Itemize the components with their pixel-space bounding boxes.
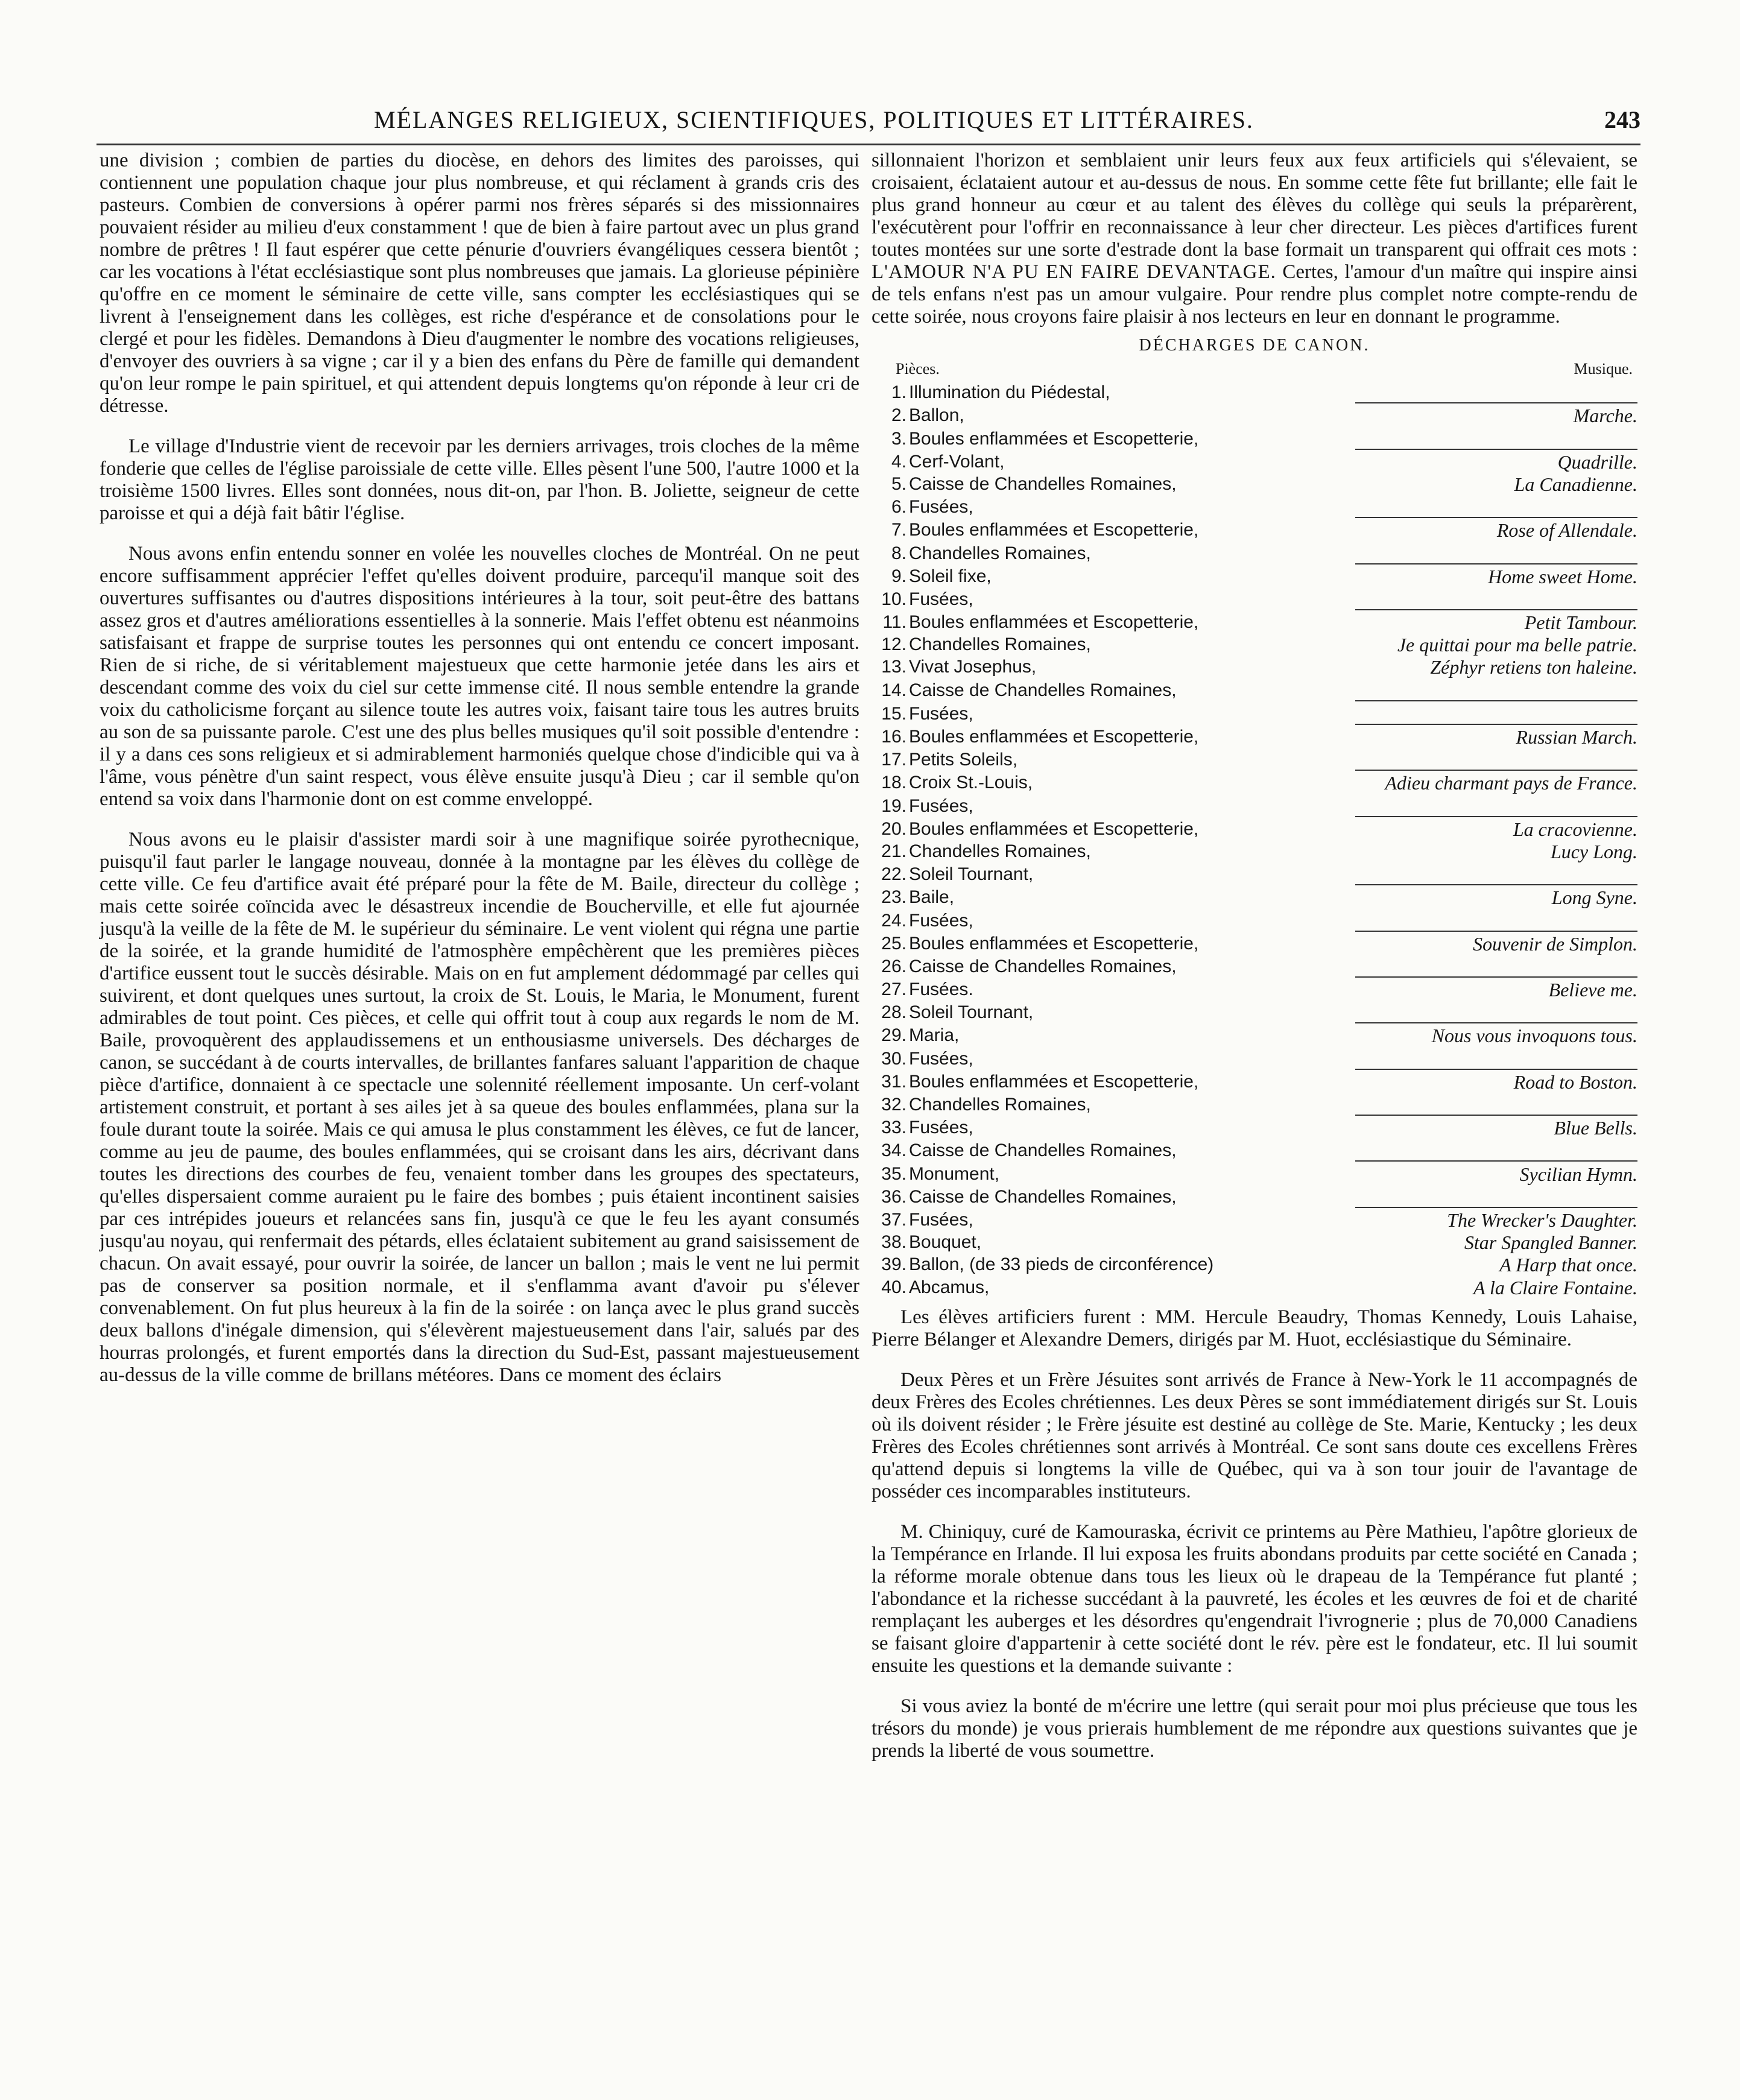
program-row xyxy=(872,954,1637,977)
program-row xyxy=(872,1023,1637,1046)
program-row xyxy=(872,610,1637,633)
program-music: Believe me. xyxy=(1548,979,1637,1001)
program-music xyxy=(1355,1000,1637,1023)
program-music: Star Spangled Banner. xyxy=(1464,1232,1637,1254)
program-music xyxy=(1355,587,1637,610)
program-piece: Boules enflammées et Escopetterie, xyxy=(909,428,1199,449)
program-music xyxy=(1355,1092,1637,1115)
program-row xyxy=(872,770,1637,793)
program-number: 38. xyxy=(881,1232,906,1253)
program-row xyxy=(872,908,1637,931)
program-row xyxy=(872,1184,1637,1207)
program-number: 13. xyxy=(881,657,906,677)
program-piece: Caisse de Chandelles Romaines, xyxy=(909,1186,1177,1207)
program-row xyxy=(872,564,1637,587)
article-paragraph: Deux Pères et un Frère Jésuites sont arrivés de France à New-York le 11 accompagnés de deux Frères des Ecoles chrétiennes. Les deux Pères se sont immédiatement dirigés sur St. Louis où ils doivent résider ; le Frère jésuite est destiné au collège de Ste. Marie, Kentucky ; les deux Frères des Ecoles chrétiennes sont arrivés à Montréal. Ce sont sans doute ces excellens Frères qu'attend depuis si longtems la ville de Québec, qui va à son tour jouir de l'avantage de posséder ces incomparables instituteurs. xyxy=(872,1368,1637,1502)
program-music xyxy=(1355,426,1637,449)
program-music: Souvenir de Simplon. xyxy=(1473,932,1637,955)
program-piece: Petits Soleils, xyxy=(909,750,1018,770)
program-piece: Fusées, xyxy=(909,589,973,609)
program-row xyxy=(872,426,1637,449)
program-music: Rose of Allendale. xyxy=(1496,519,1637,542)
program-row xyxy=(872,977,1637,1000)
program-row xyxy=(872,931,1637,954)
program-piece: Monument, xyxy=(909,1163,1000,1184)
program-row xyxy=(872,587,1637,610)
program-row xyxy=(872,817,1637,840)
program-piece: Croix St.-Louis, xyxy=(909,773,1033,793)
article-paragraph: une division ; combien de parties du diocèse, en dehors des limites des paroisses, qui contiennent une population chaque jour plus nombreuse, et qui réclament à grands cris des pasteurs. Combien de conversions à opérer parmi nos frères séparés si des missionnaires pouvaient résider au milieu d'eux constamment ! que de bien à faire partout avec un plus grand nombre de prêtres ! Il faut espérer que cette pénurie d'ouvriers évangéliques cessera bientôt ; car les vocations à l'état ecclésiastique sont plus nombreuses que jamais. La glorieuse pépinière qu'offre en ce moment le séminaire de cette ville, sans compter les ecclésiastiques qui se livrent à l'enseignement dans les collèges, est riche d'espérance et de consolations pour le clergé et pour les fidèles. Demandons à Dieu d'augmenter le nombre des vocations religieuses, d'envoyer des ouvriers à sa vigne ; car il y a bien des enfans du Père de famille qui demandent qu'on leur rompe le pain spirituel, et qui attendent depuis longtems qu'on réponde à leur cri de détresse. xyxy=(100,150,859,417)
program-number: 6. xyxy=(891,497,906,517)
program-table xyxy=(872,380,1637,1298)
program-piece: Boules enflammées et Escopetterie, xyxy=(909,727,1199,747)
program-row xyxy=(872,1069,1637,1092)
program-piece: Illumination du Piédestal, xyxy=(909,382,1110,403)
program-row xyxy=(872,655,1637,677)
program-number: 37. xyxy=(881,1209,906,1230)
program-number: 12. xyxy=(881,634,906,655)
program-music: Sycilian Hymn. xyxy=(1519,1163,1637,1185)
program-music xyxy=(1355,908,1637,931)
program-row xyxy=(872,1115,1637,1138)
article-paragraph: Le village d'Industrie vient de recevoir par les derniers arrivages, trois cloches de la même fonderie que celles de l'église paroissiale de cette ville. Elles pèsent l'une 500, l'autre 1000 et la troisième 1500 livres. Elles sont données, nous dit-on, par l'hon. B. Joliette, seigneur de cette paroisse et qui a déjà fait bâtir l'église. xyxy=(100,435,859,524)
music-column-label: Musique. xyxy=(1574,360,1633,378)
program-piece: Fusées, xyxy=(909,703,973,724)
program-number: 21. xyxy=(881,841,906,861)
program-number: 27. xyxy=(881,979,906,1000)
program-number: 18. xyxy=(881,773,906,793)
program-row xyxy=(872,862,1637,885)
program-piece: Fusées. xyxy=(909,979,973,1000)
program-music xyxy=(1355,380,1637,403)
program-piece: Chandelles Romaines, xyxy=(909,841,1091,861)
program-row xyxy=(872,1207,1637,1230)
program-title: DÉCHARGES DE CANON. xyxy=(1139,336,1370,355)
program-music: La cracovienne. xyxy=(1513,818,1637,840)
program-piece: Soleil Tournant, xyxy=(909,1002,1034,1023)
program-row xyxy=(872,724,1637,747)
program-piece: Soleil fixe, xyxy=(909,566,992,586)
program-piece: Maria, xyxy=(909,1025,960,1046)
article-paragraph: Nous avons eu le plaisir d'assister mardi soir à une magnifique soirée pyrothecnique, puisqu'il faut parler le langage nouveau, donnée à la montagne par les élèves du collège de cette ville. Ce feu d'artifice avait été préparé pour la fête de M. Baile, directeur du collège ; mais cette soirée coïncida avec le désastreux incendie de Boucherville, et elle fut ajournée jusqu'à la veille de la fête de M. le supérieur du séminaire. Le vent violent qui régna une partie de la soirée, et la grande humidité de l'atmosphère empêchèrent que les premières pièces d'artifice eussent tout le succès désirable. Mais on en fut amplement dédommagé par celles qui suivirent, et dont quelques unes surtout, la croix de St. Louis, le Maria, le Monument, furent admirables de tout point. Ces pièces, et celle qui offrit tout à coup aux regards le nom de M. Baile, provoquèrent des applaudissemens et un enthousiasme universels. Des décharges de canon, se succédant à de courts intervalles, de brillantes fanfares saluant l'apparition de chaque pièce d'artifice, donnaient à ce spectacle une solennité réellement imposante. Un cerf-volant artistement construit, et portant à ses ailes jet à sa queue des boules enflammées, plana sur la foule durant toute la soirée. Mais ce qui amusa le plus constamment les élèves, ce fut de lancer, comme au jeu de paume, des boules enflammées, qui se croisant dans les airs, décrivant dans toutes les directions des courbes de feu, venaient tomber dans les groupes des spectateurs, qu'elles dispersaient comme auraient pu le faire des bombes ; puis étaient incontinent saisies par ces intrépides joueurs et relancées sans fin, jusqu'à ce que le feu les ayant consumés jusqu'au noyau, qui renfermait des pétards, elles éclataient subitement au grand saisissement de chacun. On avait essayé, pour ouvrir la soirée, de lancer un ballon ; mais le vent ne lui permit pas de conserver sa position normale, et il s'enflamma avant d'avoir pu s'élever convenablement. On fut plus heureux à la fin de la soirée : on lança avec le plus grand succès deux ballons d'inégale dimension, qui s'élevèrent majestueusement dans l'air, salués par des hourras prolongés, et furent emportés dans la direction du Sud-Est, passant majestueusement au-dessus de la ville comme de brillans météores. Dans ce moment des éclairs xyxy=(100,829,859,1386)
program-number: 26. xyxy=(881,956,906,976)
program-piece: Abcamus, xyxy=(909,1277,990,1297)
program-piece: Chandelles Romaines, xyxy=(909,634,1091,655)
program-number: 24. xyxy=(881,910,906,931)
article-paragraph xyxy=(872,150,1637,328)
program-piece: Boules enflammées et Escopetterie, xyxy=(909,1071,1199,1092)
program-number: 30. xyxy=(881,1048,906,1069)
program-music: Blue Bells. xyxy=(1554,1117,1637,1139)
program-music: Nous vous invoquons tous. xyxy=(1431,1025,1637,1047)
program-number: 2. xyxy=(891,405,906,426)
program-music: Lucy Long. xyxy=(1551,840,1637,862)
program-row xyxy=(872,517,1637,540)
program-number: 19. xyxy=(881,795,906,816)
program-number: 16. xyxy=(881,727,906,747)
program-piece: Soleil Tournant, xyxy=(909,864,1034,885)
program-number: 39. xyxy=(881,1254,906,1275)
program-number: 20. xyxy=(881,818,906,839)
article-paragraph: Si vous aviez la bonté de m'écrire une lettre (qui serait pour moi plus précieuse que tous les trésors du monde) je vous prierais humblement de me répondre aux questions suivantes que je prends la liberté de vous soumettre. xyxy=(872,1695,1637,1762)
program-number: 17. xyxy=(881,750,906,770)
program-music: Zéphyr retiens ton haleine. xyxy=(1430,656,1637,678)
article-paragraph: M. Chiniquy, curé de Kamouraska, écrivit ce printems au Père Mathieu, l'apôtre glorieux de la Tempérance en Irlande. Il lui exposa les fruits abondans produits par cette société en Canada ; la réforme morale obtenue dans tous les lieux où le drapeau de la Tempérance fut planté ; l'abondance et la richesse succédant à la pauvreté, les écoles et les œuvres de foi et de charité remplaçant les auberges et les désordres qu'engendrait l'ivrognerie ; plus de 70,000 Canadiens se faisant gloire d'appartenir à cette société dont le rév. père est le fondateur, etc. Il lui soumit ensuite les questions et la demande suivante : xyxy=(872,1520,1637,1677)
program-number: 28. xyxy=(881,1002,906,1023)
program-piece: Ballon, (de 33 pieds de circonférence) xyxy=(909,1254,1214,1275)
program-number: 15. xyxy=(881,703,906,724)
program-music: Russian March. xyxy=(1516,726,1637,748)
program-row xyxy=(872,380,1637,403)
program-row xyxy=(872,540,1637,563)
intro-continued: Certes, l'amour d'un maître qui inspire ainsi de tels enfans n'est pas un amour vulgaire. Pour rendre plus complet notre compte-rendu de cette soirée, nous croyons faire plaisir à nos lecteurs en leur en donnant le programme. xyxy=(872,261,1638,327)
program-row xyxy=(872,677,1637,700)
program-music: Long Syne. xyxy=(1551,887,1637,909)
program-number: 5. xyxy=(891,473,906,494)
program-number: 35. xyxy=(881,1163,906,1184)
program-number: 23. xyxy=(881,887,906,908)
program-piece: Boules enflammées et Escopetterie, xyxy=(909,933,1199,954)
program-music xyxy=(1355,701,1637,724)
program-music: Je quittai pour ma belle patrie. xyxy=(1397,634,1637,656)
program-number: 4. xyxy=(891,451,906,472)
program-music: The Wrecker's Daughter. xyxy=(1447,1209,1637,1231)
article-paragraph: Les élèves artificiers furent : MM. Hercule Beaudry, Thomas Kennedy, Louis Lahaise, Pierre Bélanger et Alexandre Demers, dirigés par M. Huot, ecclésiastique du Séminaire. xyxy=(872,1306,1637,1350)
program-piece: Chandelles Romaines, xyxy=(909,1095,1091,1115)
program-piece: Fusées, xyxy=(909,910,973,931)
program-number: 22. xyxy=(881,864,906,885)
program-row xyxy=(872,885,1637,908)
program-piece: Chandelles Romaines, xyxy=(909,543,1091,563)
program-number: 34. xyxy=(881,1140,906,1161)
program-piece: Vivat Josephus, xyxy=(909,657,1037,677)
pieces-column-label: Pièces. xyxy=(896,360,940,378)
program-number: 7. xyxy=(891,520,906,540)
program-music: Home sweet Home. xyxy=(1488,565,1637,587)
program-music: La Canadienne. xyxy=(1514,473,1637,495)
program-number: 14. xyxy=(881,680,906,700)
program-number: 31. xyxy=(881,1071,906,1092)
program-music: A la Claire Fontaine. xyxy=(1473,1276,1637,1298)
program-row xyxy=(872,1092,1637,1115)
program-piece: Boules enflammées et Escopetterie, xyxy=(909,612,1199,633)
program-music xyxy=(1355,862,1637,885)
program-piece: Bouquet, xyxy=(909,1232,982,1253)
program-piece: Cerf-Volant, xyxy=(909,451,1005,472)
program-number: 1. xyxy=(891,382,906,403)
program-music: Marche. xyxy=(1573,405,1637,427)
program-number: 9. xyxy=(891,566,906,586)
program-number: 40. xyxy=(881,1277,906,1297)
program-piece: Fusées, xyxy=(909,1118,973,1138)
program-row xyxy=(872,1230,1637,1253)
program-number: 36. xyxy=(881,1186,906,1207)
program-row xyxy=(872,1253,1637,1275)
page-number: 243 xyxy=(1604,106,1640,133)
program-piece: Fusées, xyxy=(909,1209,973,1230)
right-column xyxy=(872,150,1637,1780)
program-row xyxy=(872,701,1637,724)
program-piece: Boules enflammées et Escopetterie, xyxy=(909,520,1199,540)
program-number: 25. xyxy=(881,933,906,954)
program-row xyxy=(872,793,1637,816)
program-music xyxy=(1355,954,1637,977)
program-music xyxy=(1355,677,1637,700)
program-music xyxy=(1355,1138,1637,1161)
program-music: Road to Boston. xyxy=(1513,1071,1637,1093)
program-piece: Fusées, xyxy=(909,795,973,816)
program-number: 11. xyxy=(882,612,906,633)
program-music: Adieu charmant pays de France. xyxy=(1385,772,1637,794)
program-row xyxy=(872,747,1637,770)
article-paragraph: Nous avons enfin entendu sonner en volée les nouvelles cloches de Montréal. On ne peut encore suffisamment apprécier l'effet qu'elles doivent produire, parcequ'il manque soit des ouvertures suffisantes ou d'autres dispositions intérieures à la tour, soit peut-être des battans assez gros et d'autres améliorations essentielles à la sonnerie. Mais l'effet obtenu est néanmoins satisfaisant et frappe de surprise toutes les personnes qui ont entendu ce concert imposant. Rien de si riche, de si véritablement majestueux que cette harmonie jetée dans les airs et descendant comme des voix du ciel sur cette immense cité. Il nous semble entendre la grande voix du catholicisme forçant au silence toute les autres voix, faisant taire tous les autres bruits au son de sa puissante parole. C'est une des plus belles musiques qu'il soit possible d'entendre : il y a dans ces sons religieux et si admirablement harmoniés quelque chose d'indicible qui va à l'âme, vous pénètre d'un saint respect, vous élève ensuite jusqu'à Dieu ; car il semble qu'on entend sa voix dans l'harmonie dont on est comme enveloppé. xyxy=(100,543,859,810)
program-piece: Boules enflammées et Escopetterie, xyxy=(909,818,1199,839)
program-music xyxy=(1355,1046,1637,1069)
header-rule xyxy=(96,144,1640,145)
program-music: Quadrille. xyxy=(1557,451,1637,473)
program-music xyxy=(1355,495,1637,517)
program-row xyxy=(872,633,1637,655)
program-row xyxy=(872,403,1637,426)
program-number: 33. xyxy=(881,1118,906,1138)
program-number: 8. xyxy=(891,543,906,563)
program-number: 29. xyxy=(881,1025,906,1046)
program-row xyxy=(872,1138,1637,1161)
intro-text: sillonnaient l'horizon et semblaient unir leurs feux aux feux artificiels qui s'élevaient, se croisaient, éclataient autour et au-dessus de nous. En somme cette fête fut brillante; elle fait le plus grand honneur au cœur et au talent des élèves du collège qui seuls la préparèrent, l'exécutèrent pour l'offrir en reconnaissance à leur cher directeur. Les pièces d'artifices furent toutes montées sur une sorte d'estrade dont la base formait un transparent qui offrait ces mots : xyxy=(872,150,1637,261)
program-number: 32. xyxy=(881,1095,906,1115)
program-music: A Harp that once. xyxy=(1499,1254,1637,1276)
program-row xyxy=(872,1161,1637,1184)
program-music xyxy=(1355,540,1637,563)
program-row xyxy=(872,472,1637,495)
program-music xyxy=(1355,747,1637,770)
program-row xyxy=(872,1000,1637,1023)
program-row xyxy=(872,1046,1637,1069)
program-music: Petit Tambour. xyxy=(1524,612,1637,634)
program-piece: Caisse de Chandelles Romaines, xyxy=(909,473,1177,494)
program-music xyxy=(1355,793,1637,816)
motto-text: L'AMOUR N'A PU EN FAIRE DEVANTAGE. xyxy=(872,261,1276,283)
left-column xyxy=(100,150,859,1405)
running-title: MÉLANGES RELIGIEUX, SCIENTIFIQUES, POLITIQUES ET LITTÉRAIRES. xyxy=(374,106,1254,133)
program-number: 3. xyxy=(891,428,906,449)
program-row xyxy=(872,840,1637,862)
program-header xyxy=(872,358,1637,380)
program-piece: Caisse de Chandelles Romaines, xyxy=(909,1140,1177,1161)
program-piece: Ballon, xyxy=(909,405,964,426)
program-row xyxy=(872,1275,1637,1297)
program-piece: Fusées, xyxy=(909,497,973,517)
page-header xyxy=(96,106,1640,142)
program-piece: Caisse de Chandelles Romaines, xyxy=(909,956,1177,976)
program-row xyxy=(872,449,1637,472)
program-piece: Caisse de Chandelles Romaines, xyxy=(909,680,1177,700)
program-number: 10. xyxy=(881,589,906,609)
program-row xyxy=(872,495,1637,517)
program-piece: Fusées, xyxy=(909,1048,973,1069)
program-piece: Baile, xyxy=(909,887,955,908)
program-music xyxy=(1355,1184,1637,1207)
